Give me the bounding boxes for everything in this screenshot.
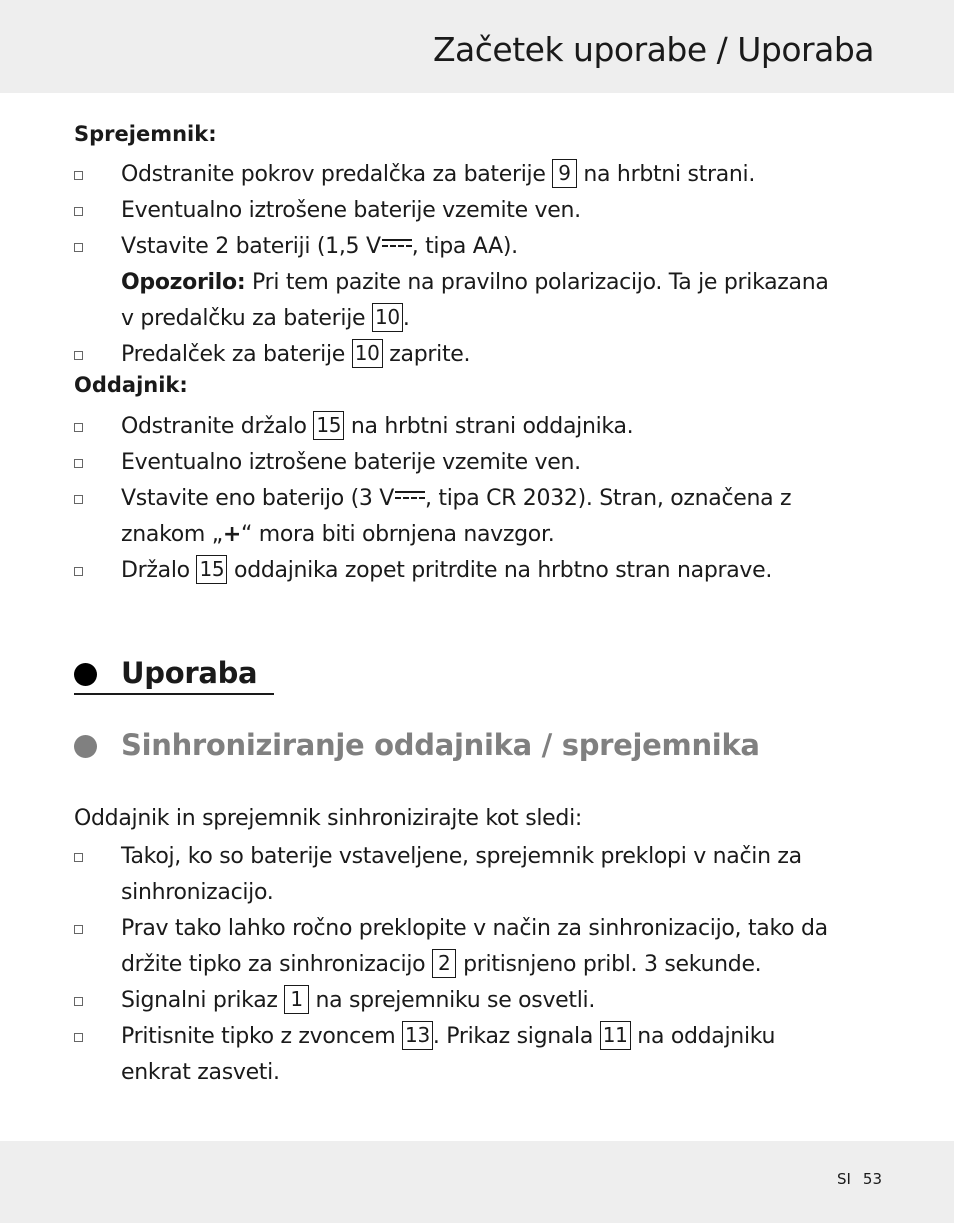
page-title: Začetek uporabe / Uporaba	[432, 30, 874, 69]
bullet-dot-icon	[74, 735, 97, 758]
receiver-heading: Sprejemnik:	[74, 122, 217, 146]
checkbox-bullet-icon	[74, 423, 83, 432]
footer-band	[0, 1141, 954, 1223]
plus-sign: +	[222, 522, 241, 547]
reference-number: 10	[352, 339, 383, 368]
reference-number: 1	[284, 985, 308, 1014]
checkbox-bullet-icon	[74, 1033, 83, 1042]
checkbox-bullet-icon	[74, 459, 83, 468]
reference-number: 9	[552, 159, 576, 188]
reference-number: 11	[600, 1021, 631, 1050]
section-title: Uporaba	[121, 656, 258, 690]
checkbox-bullet-icon	[74, 351, 83, 360]
reference-number: 10	[372, 303, 403, 332]
section-underline	[74, 693, 274, 695]
direct-current-icon	[395, 491, 425, 501]
page-number: 53	[862, 1170, 882, 1188]
checkbox-bullet-icon	[74, 207, 83, 216]
intro-text: Oddajnik in sprejemnik sinhronizirajte kot sledi:	[74, 806, 582, 831]
checkbox-bullet-icon	[74, 567, 83, 576]
transmitter-heading: Oddajnik:	[74, 373, 188, 397]
checkbox-bullet-icon	[74, 171, 83, 180]
reference-number: 2	[432, 949, 456, 978]
reference-number: 13	[402, 1021, 433, 1050]
language-code: SI	[836, 1170, 851, 1188]
warning-label: Opozorilo:	[121, 270, 246, 295]
checkbox-bullet-icon	[74, 925, 83, 934]
checkbox-bullet-icon	[74, 495, 83, 504]
direct-current-icon	[382, 239, 412, 249]
bullet-dot-icon	[74, 663, 97, 686]
page-footer	[837, 1170, 882, 1188]
reference-number: 15	[313, 411, 344, 440]
checkbox-bullet-icon	[74, 853, 83, 862]
checkbox-bullet-icon	[74, 997, 83, 1006]
reference-number: 15	[196, 555, 227, 584]
checkbox-bullet-icon	[74, 243, 83, 252]
section-title: Sinhroniziranje oddajnika / sprejemnika	[121, 728, 760, 762]
